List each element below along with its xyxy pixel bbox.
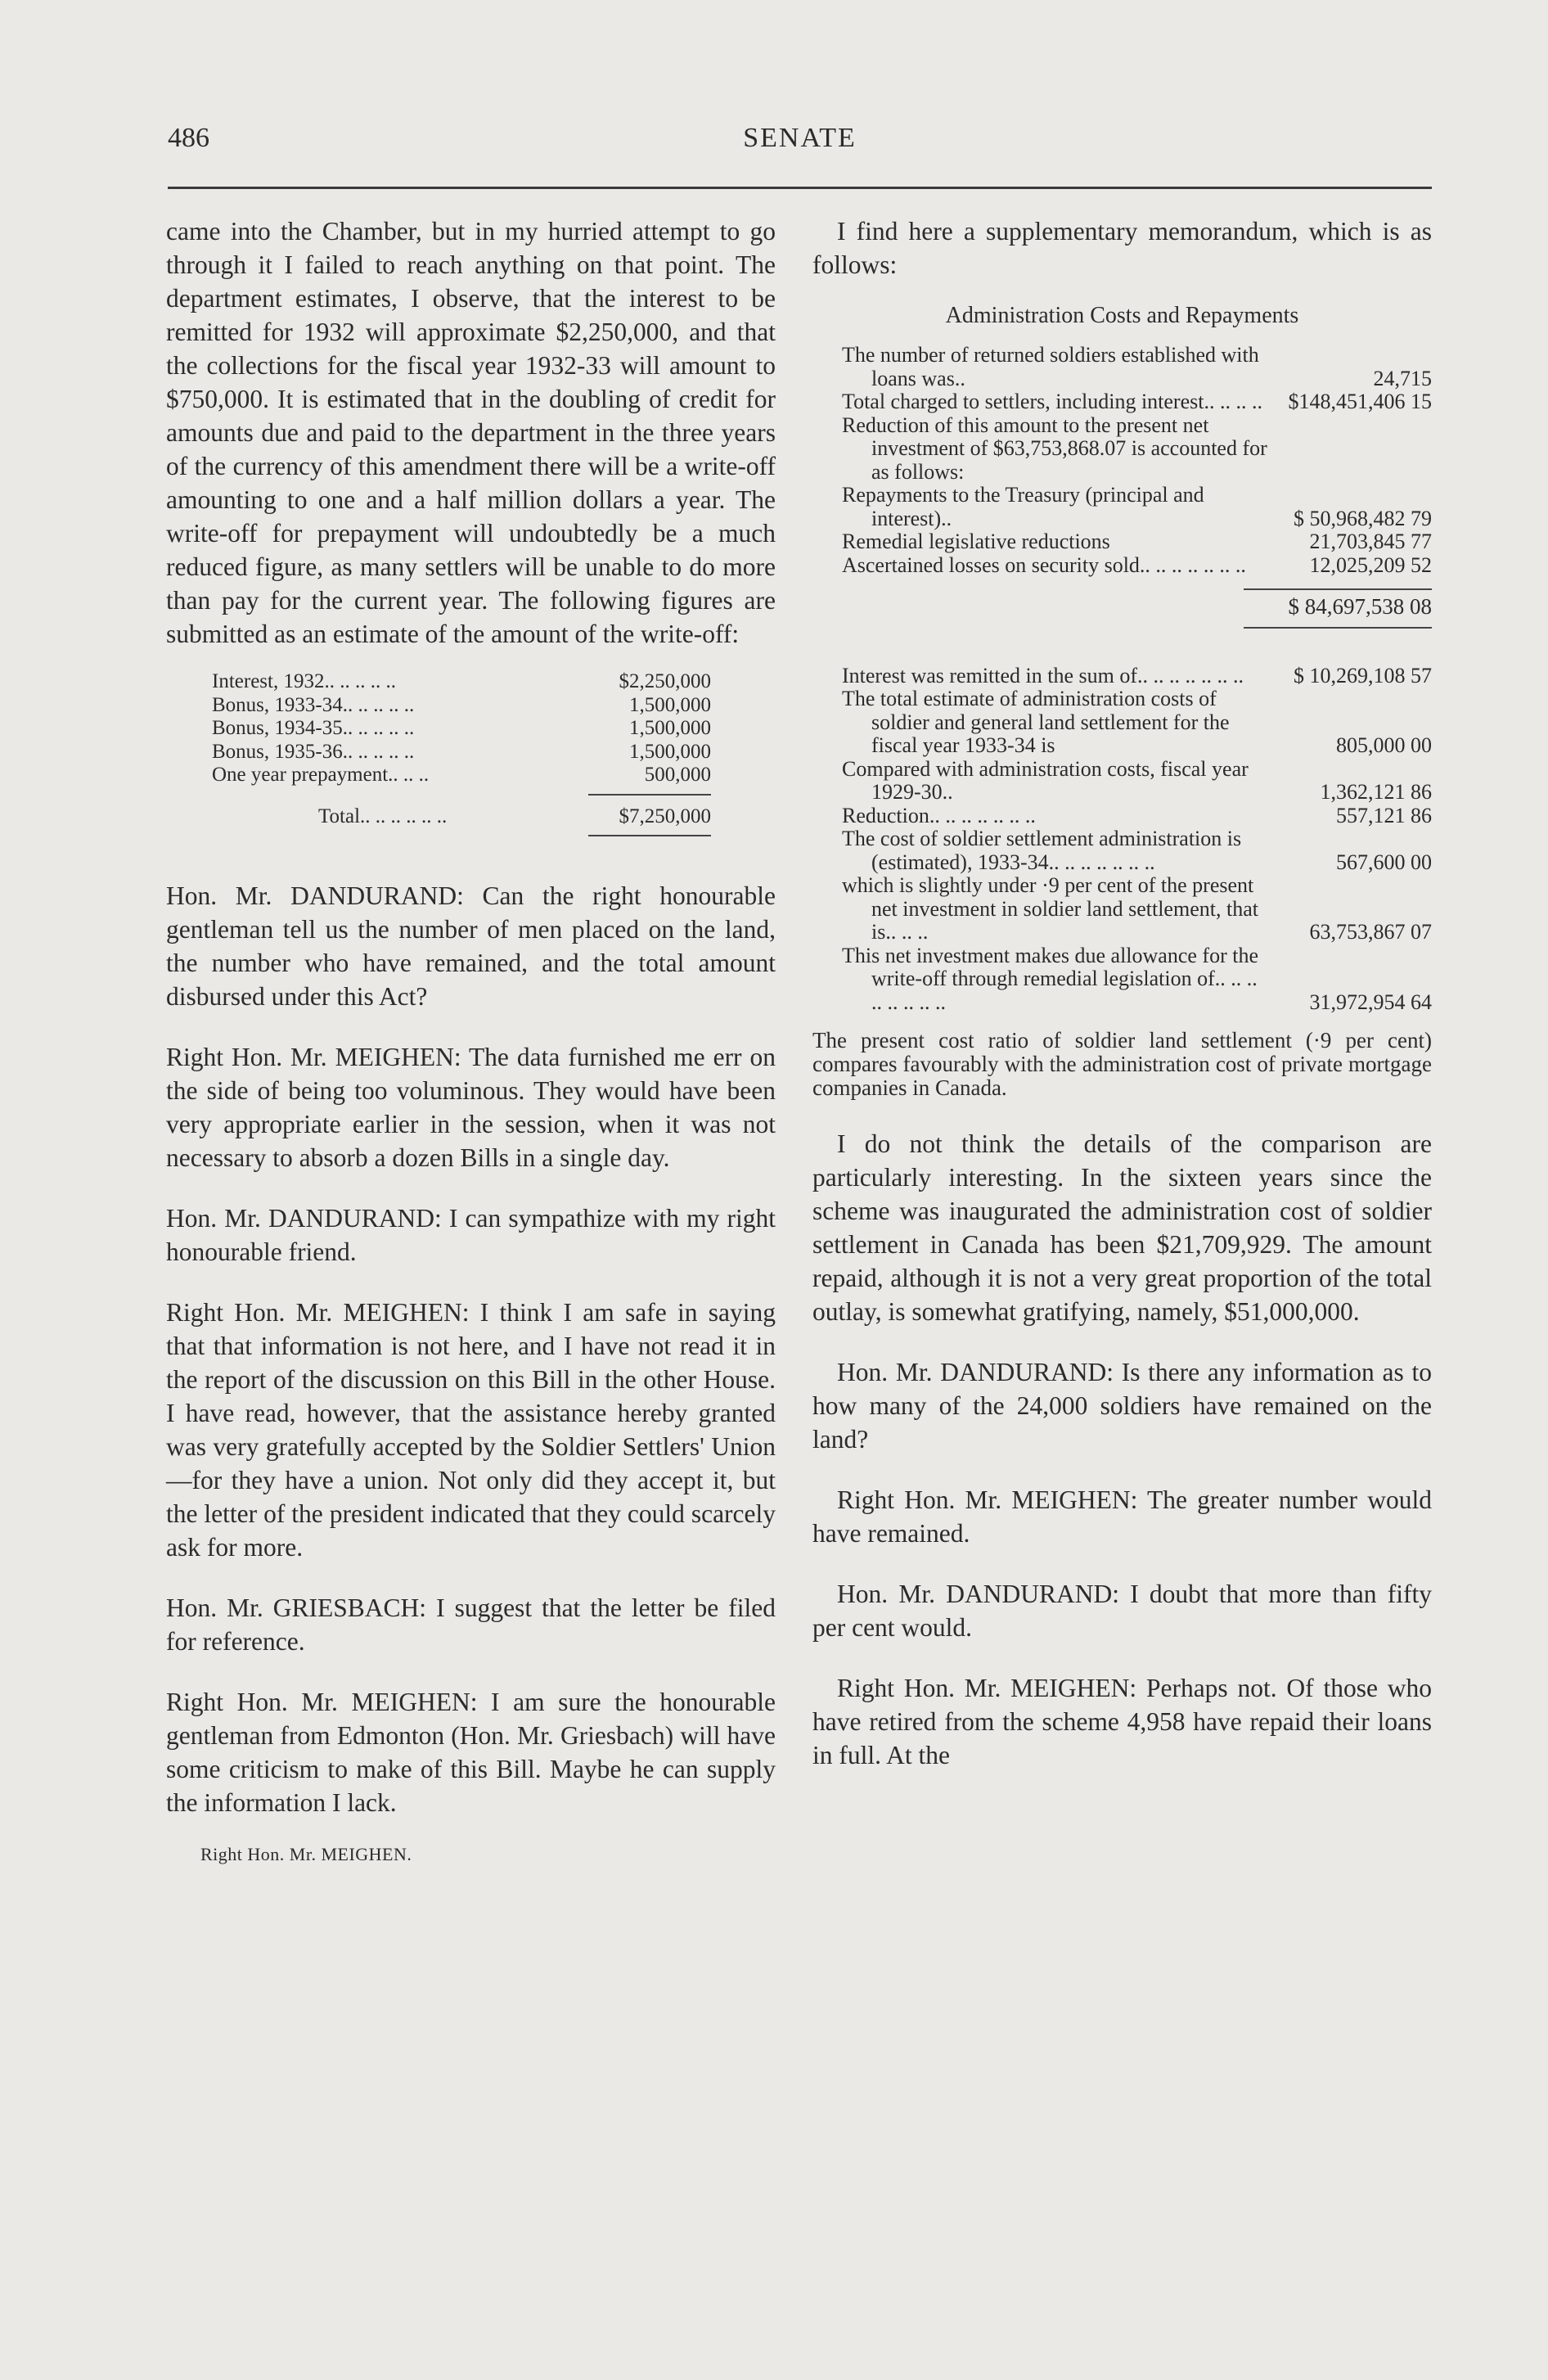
row-value: 1,500,000 — [629, 740, 711, 763]
row-label: Interest was remitted in the sum of.. .. .. .. .. .. .. — [842, 663, 1244, 687]
subtotal-value: $ 84,697,538 08 — [1288, 594, 1432, 619]
table-row — [812, 687, 1432, 758]
paragraph: I do not think the details of the comparison are particularly interesting. In the sixteen years since the scheme was inaugurated the administration cost of soldier settlement in Canada has been $21,709,929. The amount repaid, although it is not a very great proportion of the total outlay, is somewhat gratifying, namely, $51,000,000. — [812, 1129, 1432, 1326]
row-label: Compared with administration costs, fiscal year 1929-30.. — [842, 756, 1249, 804]
row-label: Total charged to settlers, including interest.. .. .. .. — [842, 390, 1262, 413]
table-row — [812, 665, 1432, 688]
paragraph: Hon. Mr. GRIESBACH: I suggest that the letter be filed for reference. — [166, 1593, 776, 1656]
row-value: 1,362,121 86 — [1320, 780, 1432, 804]
paragraph: I find here a supplementary memorandum, which is as follows: — [812, 217, 1432, 279]
paragraph: Right Hon. Mr. MEIGHEN: Perhaps not. Of those who have retired from the scheme 4,958 have repaid their loans in full. At the — [812, 1674, 1432, 1769]
accounts-table — [812, 344, 1432, 1014]
row-label: which is slightly under ·9 per cent of the present net investment in soldier land settlement, that is.. .. .. — [842, 873, 1258, 944]
total-value: $7,250,000 — [619, 805, 711, 827]
paragraph: came into the Chamber, but in my hurried attempt to go through it I failed to reach anything on that point. The department estimates, I observe, that the interest to be remitted for 1932 will approximate $2,250,000, and that the collections for the fiscal year 1932-33 will amount to $750,000. It is estimated that in the doubling of credit for amounts due and paid to the department in the three years of the currency of this amendment there will be a write-off amounting to one and a half million dollars a year. The write-off for prepayment will undoubtedly be a much reduced figure, as many settlers will be unable to do more than pay for the current year. The following figures are submitted as an estimate of the amount of the write-off: — [166, 217, 776, 648]
row-value: $148,451,406 15 — [1288, 390, 1432, 413]
page-header — [168, 123, 1432, 172]
row-label: The cost of soldier settlement administration is (estimated), 1933-34.. .. .. .. .. .. .. — [842, 827, 1242, 874]
row-label: Reduction of this amount to the present net investment of $63,753,868.07 is accounted for as follows: — [842, 412, 1267, 484]
table-row — [812, 530, 1432, 554]
table-row — [812, 554, 1432, 578]
paragraph: Right Hon. Mr. MEIGHEN: I am sure the honourable gentleman from Edmonton (Hon. Mr. Griesbach) will have some criticism to make of this Bill. Maybe he can supply the information I lack. — [166, 1688, 776, 1817]
table-row — [212, 741, 711, 764]
row-value: 21,703,845 77 — [1309, 530, 1432, 553]
row-label: Bonus, 1935-36.. .. .. .. .. — [212, 740, 415, 763]
table-rule — [1244, 588, 1432, 590]
row-label: Bonus, 1933-34.. .. .. .. .. — [212, 693, 415, 716]
table-row — [812, 414, 1432, 485]
table-row — [812, 484, 1432, 530]
table-row — [212, 670, 711, 694]
row-label: Reduction.. .. .. .. .. .. .. — [842, 803, 1036, 827]
row-value: 557,121 86 — [1336, 803, 1432, 827]
row-value: $2,250,000 — [619, 670, 711, 692]
row-label: Ascertained losses on security sold.. .. .. .. .. .. .. — [842, 552, 1246, 577]
paragraph: Hon. Mr. DANDURAND: I doubt that more than fifty per cent would. — [812, 1580, 1432, 1642]
row-value: 805,000 00 — [1336, 733, 1432, 757]
left-column — [166, 214, 776, 1865]
row-label: Bonus, 1934-35.. .. .. .. .. — [212, 717, 415, 739]
row-value: 12,025,209 52 — [1309, 552, 1432, 577]
paragraph: Right Hon. Mr. MEIGHEN: The data furnished me err on the side of being too voluminous. They would have been very appropriate earlier in the session, when it was not necessary to absorb a dozen Bills in a single day. — [166, 1043, 776, 1172]
table-row — [812, 944, 1432, 1015]
paragraph: Hon. Mr. DANDURAND: Can the right honourable gentleman tell us the number of men placed on the land, the number who have remained, and the total amount disbursed under this Act? — [166, 881, 776, 1011]
row-value: 31,972,954 64 — [1309, 989, 1432, 1014]
row-label: The total estimate of administration costs of soldier and general land settlement for the fiscal year 1933-34 is — [842, 687, 1230, 757]
table-row — [212, 694, 711, 718]
table-note: The present cost ratio of soldier land settlement (·9 per cent) compares favourably with the administration cost of private mortgage companies in Canada. — [812, 1028, 1432, 1100]
paragraph: Right Hon. Mr. MEIGHEN: The greater number would have remained. — [812, 1485, 1432, 1548]
row-label: The number of returned soldiers established with loans was.. — [842, 343, 1259, 390]
table-row — [812, 827, 1432, 874]
paragraph: Right Hon. Mr. MEIGHEN: I think I am safe in saying that that information is not here, and I have not read it in the report of the discussion on this Bill in the other House. I have read, however, that the assistance hereby granted was very gratefully accepted by the Soldier Settlers' Union —for they have a union. Not only did they accept it, but the letter of the president indicated that they could scarcely ask for more. — [166, 1298, 776, 1562]
right-column — [812, 214, 1432, 1772]
table-row — [812, 390, 1432, 414]
total-label: Total.. .. .. .. .. .. — [318, 805, 448, 827]
page-number: 486 — [168, 123, 209, 153]
row-value: 500,000 — [644, 764, 711, 786]
table-rule — [588, 794, 711, 796]
table-row — [812, 758, 1432, 805]
catchword: Right Hon. Mr. MEIGHEN. — [200, 1844, 412, 1864]
running-title: SENATE — [743, 123, 857, 153]
row-label: One year prepayment.. .. .. — [212, 764, 430, 786]
row-value: 1,500,000 — [629, 693, 711, 716]
row-value: 567,600 00 — [1336, 850, 1432, 874]
table-rule — [588, 835, 711, 836]
header-rule — [168, 187, 1432, 189]
table-row — [812, 874, 1432, 944]
row-value: 1,500,000 — [629, 717, 711, 739]
table-row — [812, 344, 1432, 390]
total-row — [318, 805, 711, 829]
table-row — [212, 764, 711, 787]
row-label: Remedial legislative reductions — [842, 530, 1110, 553]
row-value: 24,715 — [1373, 366, 1432, 390]
row-label: Interest, 1932.. .. .. .. .. — [212, 670, 396, 692]
table-title: Administration Costs and Repayments — [945, 303, 1299, 328]
paragraph: Hon. Mr. DANDURAND: Is there any information as to how many of the 24,000 soldiers have remained on the land? — [812, 1358, 1432, 1454]
row-label: This net investment makes due allowance for the write-off through remedial legislation of.. .. .. .. .. .. .. .. — [842, 943, 1259, 1014]
table-row — [812, 805, 1432, 828]
table-row — [212, 717, 711, 741]
row-value: $ 50,968,482 79 — [1294, 506, 1432, 530]
row-value: $ 10,269,108 57 — [1294, 663, 1432, 687]
row-value: 63,753,867 07 — [1309, 920, 1432, 944]
row-label: Repayments to the Treasury (principal and interest).. — [842, 483, 1204, 530]
paragraph: Hon. Mr. DANDURAND: I can sympathize with my right honourable friend. — [166, 1204, 776, 1266]
write-off-table — [212, 670, 711, 836]
